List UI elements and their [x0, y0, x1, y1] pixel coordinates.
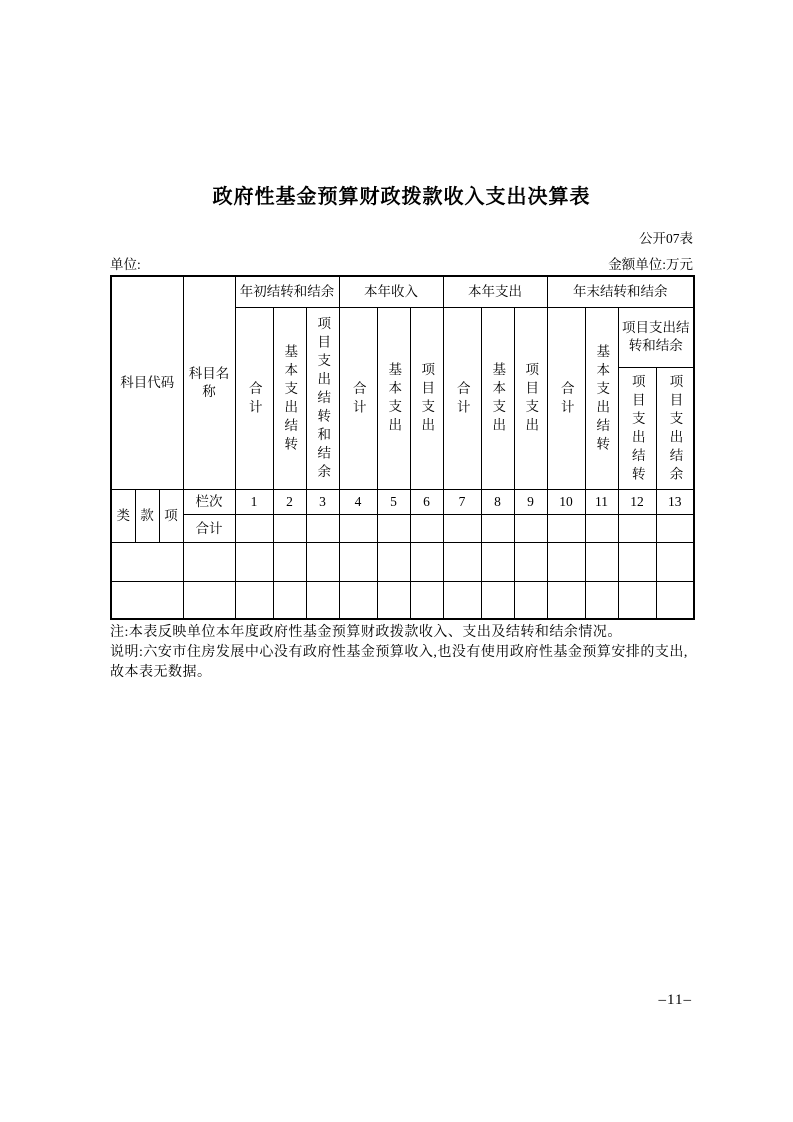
col-index-cell: 8 [481, 490, 514, 515]
data-cell [514, 543, 547, 582]
page-number: –11– [658, 992, 692, 1008]
header-col-closing-total-label: 合计 [558, 380, 574, 418]
header-col-opening-project-balance-label: 项目支出结转和结余 [315, 315, 331, 483]
data-cell [377, 515, 410, 543]
header-col-closing-project-carryover-label: 项目支出结转 [629, 373, 645, 485]
name-cell [183, 582, 235, 619]
table-notes [110, 623, 693, 683]
table-note: 注:本表反映单位本年度政府性基金预算财政拨款收入、支出及结转和结余情况。 [110, 624, 622, 640]
header-code-class: 类 [111, 490, 135, 543]
header-col-expense-total [443, 307, 481, 490]
col-index-cell: 10 [547, 490, 585, 515]
amount-unit-label: 金额单位:万元 [608, 257, 693, 272]
col-index-cell: 9 [514, 490, 547, 515]
data-cell [443, 582, 481, 619]
header-col-expense-basic-label: 基本支出 [490, 362, 506, 436]
data-cell [585, 543, 618, 582]
col-index-cell: 11 [585, 490, 618, 515]
data-cell [235, 515, 273, 543]
page-title: 政府性基金预算财政拨款收入支出决算表 [212, 186, 591, 208]
content-area [110, 0, 693, 683]
col-index-cell: 7 [443, 490, 481, 515]
col-index-cell: 5 [377, 490, 410, 515]
data-cell [410, 543, 443, 582]
header-col-closing-project-carryover [618, 367, 656, 490]
data-cell [443, 543, 481, 582]
header-col-income-project-label: 项目支出 [419, 362, 435, 436]
table-number: 公开07表 [639, 231, 693, 246]
col-index-cell: 6 [410, 490, 443, 515]
data-cell [618, 515, 656, 543]
header-col-expense-project-label: 项目支出 [523, 362, 539, 436]
data-cell [585, 515, 618, 543]
data-cell [339, 543, 377, 582]
header-col-closing-project-surplus [656, 367, 694, 490]
header-col-income-total [339, 307, 377, 490]
header-col-income-basic-label: 基本支出 [386, 362, 402, 436]
total-row-label: 合计 [183, 515, 235, 543]
header-subgroup-closing-project-balance: 项目支出结转和结余 [618, 307, 694, 367]
header-group-current-income: 本年收入 [339, 276, 443, 307]
header-col-opening-total [235, 307, 273, 490]
header-col-income-basic [377, 307, 410, 490]
header-code-item: 项 [159, 490, 183, 543]
data-cell [656, 582, 694, 619]
header-col-closing-basic-carryover-label: 基本支出结转 [594, 343, 610, 455]
data-cell [273, 543, 306, 582]
header-col-expense-basic [481, 307, 514, 490]
data-cell [410, 582, 443, 619]
data-cell [339, 582, 377, 619]
data-cell [585, 582, 618, 619]
data-cell [306, 515, 339, 543]
header-col-closing-total [547, 307, 585, 490]
col-index-cell: 2 [273, 490, 306, 515]
header-group-closing-balance: 年末结转和结余 [547, 276, 694, 307]
data-cell [377, 543, 410, 582]
data-cell [514, 515, 547, 543]
col-index-label: 栏次 [183, 490, 235, 515]
col-index-cell: 1 [235, 490, 273, 515]
data-cell [306, 582, 339, 619]
header-col-expense-project [514, 307, 547, 490]
data-cell [306, 543, 339, 582]
header-code-section: 款 [135, 490, 159, 543]
data-cell [547, 582, 585, 619]
header-col-opening-basic-carryover [273, 307, 306, 490]
data-cell [410, 515, 443, 543]
header-col-income-project [410, 307, 443, 490]
data-cell [656, 543, 694, 582]
header-col-expense-total-label: 合计 [454, 380, 470, 418]
data-cell [481, 543, 514, 582]
data-cell [547, 515, 585, 543]
code-cell [111, 582, 183, 619]
data-cell [547, 543, 585, 582]
data-cell [443, 515, 481, 543]
header-group-current-expense: 本年支出 [443, 276, 547, 307]
name-cell [183, 543, 235, 582]
budget-final-accounts-table [110, 275, 695, 620]
header-group-opening-balance: 年初结转和结余 [235, 276, 339, 307]
data-cell [618, 543, 656, 582]
data-cell [339, 515, 377, 543]
data-cell [235, 543, 273, 582]
header-col-opening-project-balance [306, 307, 339, 490]
data-cell [235, 582, 273, 619]
col-index-cell: 4 [339, 490, 377, 515]
header-subject-code: 科目代码 [111, 276, 183, 490]
col-index-cell: 3 [306, 490, 339, 515]
header-col-income-total-label: 合计 [350, 380, 366, 418]
data-cell [481, 582, 514, 619]
data-cell [377, 582, 410, 619]
header-subject-name: 科目名称 [183, 276, 235, 490]
data-cell [273, 582, 306, 619]
unit-label: 单位: [110, 257, 141, 272]
data-cell [514, 582, 547, 619]
header-col-opening-basic-carryover-label: 基本支出结转 [282, 343, 298, 455]
data-cell [618, 582, 656, 619]
code-cell [111, 543, 183, 582]
data-cell [656, 515, 694, 543]
unit-row [110, 256, 693, 273]
data-cell [481, 515, 514, 543]
header-col-closing-basic-carryover [585, 307, 618, 490]
data-cell [273, 515, 306, 543]
col-index-cell: 12 [618, 490, 656, 515]
header-col-closing-project-surplus-label: 项目支出结余 [667, 373, 683, 485]
table-explanation: 说明:六安市住房发展中心没有政府性基金预算收入,也没有使用政府性基金预算安排的支出,故本表无数据。 [110, 644, 688, 680]
col-index-cell: 13 [656, 490, 694, 515]
header-col-opening-total-label: 合计 [246, 380, 262, 418]
